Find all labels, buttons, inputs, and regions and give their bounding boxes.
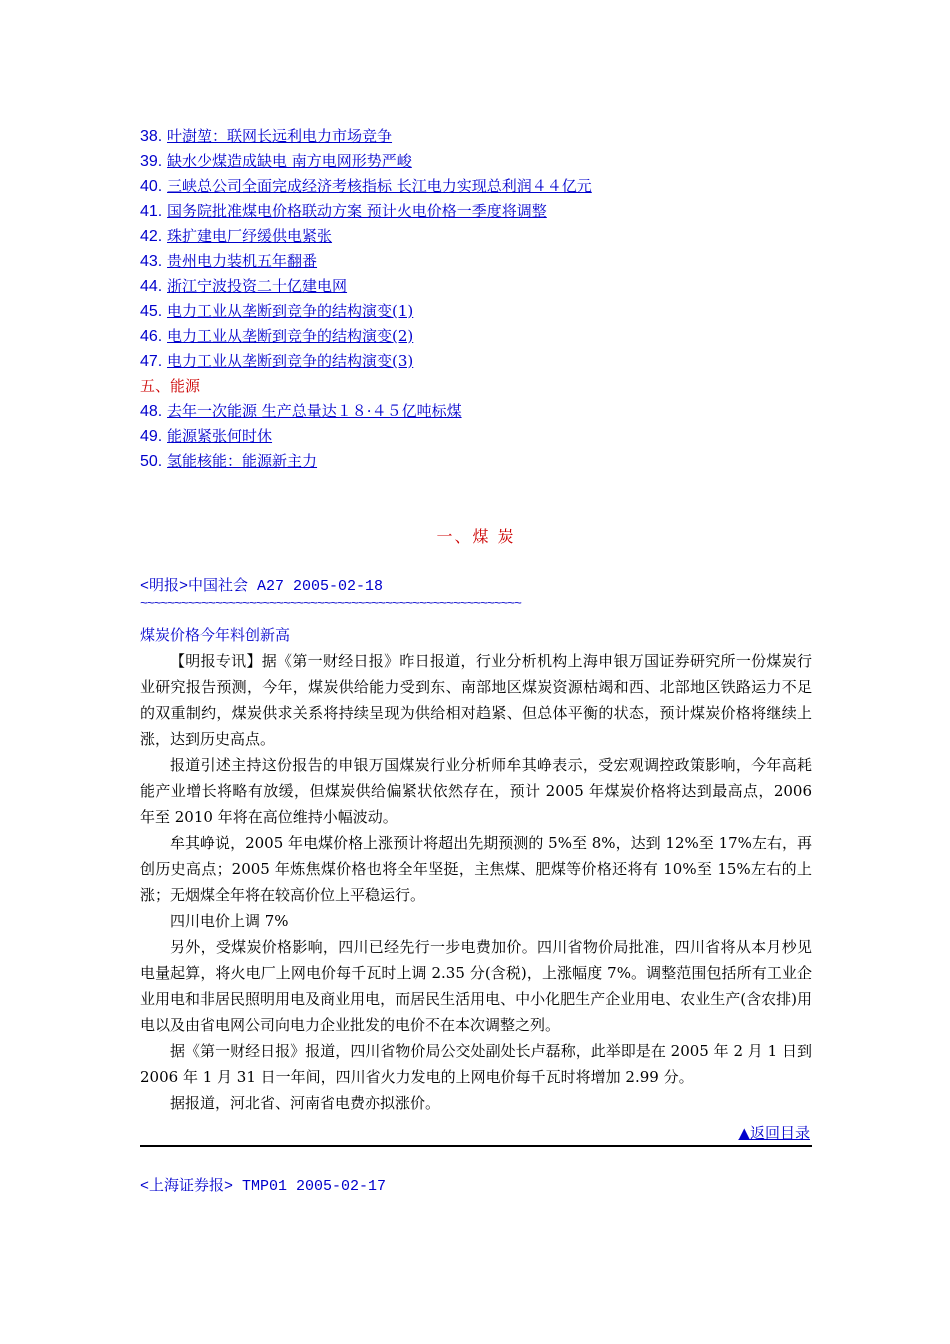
toc-link[interactable]: 电力工业从垄断到竞争的结构演变(3)	[167, 352, 414, 370]
toc-number: 49.	[140, 428, 163, 445]
toc-link[interactable]: 去年一次能源 生产总量达１８·４５亿吨标煤	[167, 402, 462, 420]
toc-item-49[interactable]	[140, 424, 812, 449]
paragraph: 报道引述主持这份报告的申银万国煤炭行业分析师牟其峥表示，受宏观调控政策影响，今年高耗能产业增长将略有放缓，但煤炭供给偏紧状依然存在，预计 2005 年煤炭价格将达到最高点，2006 年至 2010 年将在高位维持小幅波动。	[140, 756, 812, 826]
toc-item-43[interactable]	[140, 249, 812, 274]
toc-item-38[interactable]	[140, 124, 812, 149]
paragraph: 另外，受煤炭价格影响，四川已经先行一步电费加价。四川省物价局批准，四川省将从本月杪见电量起算，将火电厂上网电价每千瓦时上调 2.35 分(含税)，上涨幅度 7%。调整范围包括所有工业企业用电和非居民照明用电及商业用电，而居民生活用电、中小化肥生产企业用电、农业生产(含农排)用电以及由省电网公司向电力企业批发的电价不在本次调整之列。	[140, 938, 812, 1034]
toc-item-48[interactable]	[140, 399, 812, 424]
toc-link[interactable]: 电力工业从垄断到竞争的结构演变(2)	[167, 327, 414, 345]
toc-link[interactable]: 能源紧张何时休	[167, 427, 273, 445]
toc-item-45[interactable]	[140, 299, 812, 324]
toc-link[interactable]: 叶澍堃：联网长远利电力市场竞争	[167, 127, 393, 145]
toc-item-50[interactable]	[140, 449, 812, 474]
article-source-2: <上海证券报> TMP01 2005-02-17	[140, 1178, 387, 1195]
paragraph: 牟其峥说，2005 年电煤价格上涨预计将超出先期预测的 5%至 8%，达到 12%至 17%左右，再创历史高点；2005 年炼焦煤价格也将全年坚挺，主焦煤、肥煤等价格还将有 10%至 15%左右的上涨；无烟煤全年将在较高价位上平稳运行。	[140, 834, 812, 904]
toc-link[interactable]: 氢能核能：能源新主力	[167, 452, 318, 470]
toc-number: 38.	[140, 128, 163, 145]
paragraph: 【明报专讯】据《第一财经日报》昨日报道，行业分析机构上海申银万国证券研究所一份煤炭行业研究报告预测，今年，煤炭供给能力受到东、南部地区煤炭资源枯竭和西、北部地区铁路运力不足的双重制约，煤炭供求关系将持续呈现为供给相对趋紧、但总体平衡的状态，预计煤炭价格将继续上涨，达到历史高点。	[140, 652, 812, 748]
toc-number: 41.	[140, 203, 163, 220]
subheading: 四川电价上调 7%	[170, 912, 289, 930]
chapter-title: 一、煤 炭	[436, 527, 516, 546]
toc-item-40[interactable]	[140, 174, 812, 199]
toc-link[interactable]: 电力工业从垄断到竞争的结构演变(1)	[167, 302, 414, 320]
toc-link[interactable]: 浙江宁波投资二十亿建电网	[167, 277, 348, 295]
toc-number: 50.	[140, 453, 163, 470]
paragraph: 据《第一财经日报》报道，四川省物价局公交处副处长卢磊称，此举即是在 2005 年 2 月 1 日到 2006 年 1 月 31 日一年间，四川省火力发电的上网电价每千瓦时将增加 2.99 分。	[140, 1042, 812, 1086]
horizontal-rule	[140, 1145, 812, 1147]
toc-number: 46.	[140, 328, 163, 345]
toc-section-heading	[140, 374, 812, 399]
toc-container	[140, 124, 812, 474]
toc-number: 43.	[140, 253, 163, 270]
toc-item-47[interactable]	[140, 349, 812, 374]
toc-number: 39.	[140, 153, 163, 170]
toc-link[interactable]: 国务院批准煤电价格联动方案 预计火电价格一季度将调整	[167, 202, 547, 220]
paragraph: 据报道，河北省、河南省电费亦拟涨价。	[170, 1094, 441, 1112]
toc-number: 45.	[140, 303, 163, 320]
article-body	[140, 648, 812, 1116]
article-title: 煤炭价格今年料创新高	[140, 626, 291, 644]
toc-item-44[interactable]	[140, 274, 812, 299]
toc-number: 42.	[140, 228, 163, 245]
back-to-toc-link[interactable]: ▲返回目录	[738, 1124, 810, 1142]
toc-item-42[interactable]	[140, 224, 812, 249]
toc-link[interactable]: 缺水少煤造成缺电 南方电网形势严峻	[167, 152, 412, 170]
tilde-divider: ~~~~~~~~~~~~~~~~~~~~~~~~~~~~~~~~~~~~~~~~~~~~~~~~~~~~~~~~	[140, 596, 521, 611]
toc-number: 44.	[140, 278, 163, 295]
toc-list	[140, 124, 812, 474]
article-source: <明报>中国社会 A27 2005-02-18	[140, 578, 384, 595]
toc-link[interactable]: 三峡总公司全面完成经济考核指标 长江电力实现总利润４４亿元	[167, 177, 592, 195]
toc-link[interactable]: 珠扩建电厂纾缓供电紧张	[167, 227, 333, 245]
toc-link[interactable]: 贵州电力装机五年翻番	[167, 252, 318, 270]
toc-item-39[interactable]	[140, 149, 812, 174]
toc-item-41[interactable]	[140, 199, 812, 224]
toc-item-46[interactable]	[140, 324, 812, 349]
toc-number: 48.	[140, 403, 163, 420]
section-title: 五、能源	[140, 377, 201, 395]
toc-number: 40.	[140, 178, 163, 195]
toc-number: 47.	[140, 353, 163, 370]
